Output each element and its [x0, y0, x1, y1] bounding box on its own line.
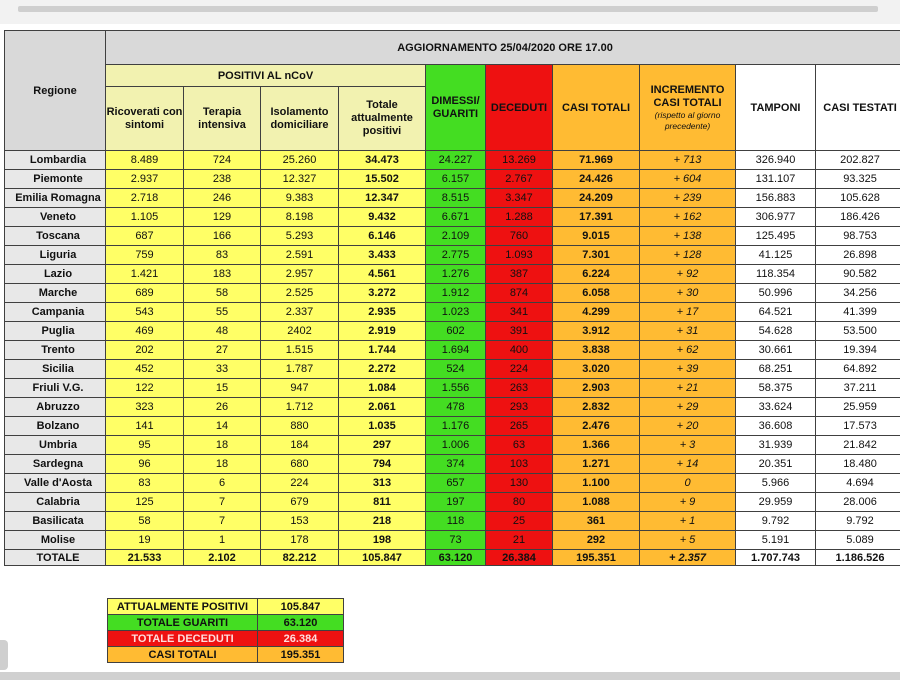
table-cell: 58: [184, 284, 261, 303]
summary-attualmente-positivi: [108, 599, 344, 615]
table-cell: 1.100: [553, 474, 640, 493]
region-name: Veneto: [5, 208, 106, 227]
table-cell: 1.288: [486, 208, 553, 227]
total-cell: 63.120: [426, 550, 486, 566]
summary-label: TOTALE DECEDUTI: [108, 631, 258, 647]
window-edge: [0, 640, 8, 670]
table-cell: + 29: [640, 398, 736, 417]
table-cell: 93.325: [816, 170, 900, 189]
table-cell: 760: [486, 227, 553, 246]
table-cell: 153: [261, 512, 339, 531]
table-cell: 8.198: [261, 208, 339, 227]
table-cell: 14: [184, 417, 261, 436]
table-cell: 129: [184, 208, 261, 227]
table-cell: + 92: [640, 265, 736, 284]
region-name: Friuli V.G.: [5, 379, 106, 398]
table-cell: 25.959: [816, 398, 900, 417]
table-cell: 54.628: [736, 322, 816, 341]
table-cell: 15: [184, 379, 261, 398]
table-cell: 19.394: [816, 341, 900, 360]
table-cell: 374: [426, 455, 486, 474]
table-cell: 1: [184, 531, 261, 550]
table-row: [5, 341, 900, 360]
table-cell: 9.015: [553, 227, 640, 246]
table-cell: + 138: [640, 227, 736, 246]
summary-totale-deceduti: [108, 631, 344, 647]
table-row: [5, 531, 900, 550]
table-cell: 6.157: [426, 170, 486, 189]
table-cell: 33.624: [736, 398, 816, 417]
table-cell: 452: [106, 360, 184, 379]
total-cell: 26.384: [486, 550, 553, 566]
table-cell: 2.937: [106, 170, 184, 189]
table-cell: 96: [106, 455, 184, 474]
total-row: [5, 550, 900, 566]
table-cell: 1.787: [261, 360, 339, 379]
table-cell: 183: [184, 265, 261, 284]
header-incremento-label: INCREMENTO CASI TOTALI: [650, 83, 725, 109]
table-cell: 543: [106, 303, 184, 322]
table-row: [5, 189, 900, 208]
table-cell: 3.433: [339, 246, 426, 265]
table-cell: + 713: [640, 151, 736, 170]
table-cell: 1.006: [426, 436, 486, 455]
table-cell: 36.608: [736, 417, 816, 436]
table-cell: + 30: [640, 284, 736, 303]
table-cell: 198: [339, 531, 426, 550]
table-row: [5, 170, 900, 189]
table-cell: 2.525: [261, 284, 339, 303]
table-cell: 130: [486, 474, 553, 493]
table-cell: + 162: [640, 208, 736, 227]
table-cell: 292: [553, 531, 640, 550]
table-row: [5, 379, 900, 398]
region-name: Molise: [5, 531, 106, 550]
header-dimessi: DIMESSI/ GUARITI: [426, 65, 486, 151]
table-cell: 83: [106, 474, 184, 493]
table-cell: 2.935: [339, 303, 426, 322]
total-cell: 1.186.526: [816, 550, 900, 566]
table-cell: 2.767: [486, 170, 553, 189]
header-update-date: AGGIORNAMENTO 25/04/2020 ORE 17.00: [106, 31, 900, 65]
table-cell: 1.084: [339, 379, 426, 398]
table-cell: 263: [486, 379, 553, 398]
table-cell: 28.006: [816, 493, 900, 512]
table-cell: 689: [106, 284, 184, 303]
table-cell: 5.966: [736, 474, 816, 493]
total-cell: 82.212: [261, 550, 339, 566]
table-cell: 341: [486, 303, 553, 322]
summary-value: 105.847: [258, 599, 344, 615]
table-cell: 24.426: [553, 170, 640, 189]
header-deceduti: DECEDUTI: [486, 65, 553, 151]
table-row: [5, 360, 900, 379]
summary-value: 26.384: [258, 631, 344, 647]
table-row: [5, 303, 900, 322]
table-cell: 166: [184, 227, 261, 246]
table-cell: 1.088: [553, 493, 640, 512]
window-frame-bottom: [0, 672, 900, 680]
table-cell: 33: [184, 360, 261, 379]
table-cell: 37.211: [816, 379, 900, 398]
table-cell: 178: [261, 531, 339, 550]
table-cell: + 3: [640, 436, 736, 455]
table-cell: 3.912: [553, 322, 640, 341]
table-cell: 21.842: [816, 436, 900, 455]
total-label: TOTALE: [5, 550, 106, 566]
table-cell: 2.775: [426, 246, 486, 265]
table-cell: 31.939: [736, 436, 816, 455]
table-cell: 297: [339, 436, 426, 455]
table-cell: 0: [640, 474, 736, 493]
table-row: [5, 417, 900, 436]
table-cell: 2.337: [261, 303, 339, 322]
table-cell: 20.351: [736, 455, 816, 474]
region-name: Liguria: [5, 246, 106, 265]
table-cell: 122: [106, 379, 184, 398]
table-cell: 18.480: [816, 455, 900, 474]
region-name: Trento: [5, 341, 106, 360]
table-cell: 2.919: [339, 322, 426, 341]
table-row: [5, 227, 900, 246]
table-cell: 1.912: [426, 284, 486, 303]
table-cell: 5.191: [736, 531, 816, 550]
table-cell: 524: [426, 360, 486, 379]
table-cell: 687: [106, 227, 184, 246]
header-isolamento: Isolamento domiciliare: [261, 87, 339, 151]
table-row: [5, 512, 900, 531]
table-cell: 265: [486, 417, 553, 436]
table-cell: 391: [486, 322, 553, 341]
table-cell: 25: [486, 512, 553, 531]
region-name: Emilia Romagna: [5, 189, 106, 208]
table-cell: 2.061: [339, 398, 426, 417]
table-cell: 80: [486, 493, 553, 512]
table-cell: 874: [486, 284, 553, 303]
region-name: Marche: [5, 284, 106, 303]
table-cell: 9.792: [736, 512, 816, 531]
table-cell: 202.827: [816, 151, 900, 170]
table-cell: 1.093: [486, 246, 553, 265]
table-cell: 141: [106, 417, 184, 436]
table-cell: 156.883: [736, 189, 816, 208]
table-cell: 105.628: [816, 189, 900, 208]
table-cell: 19: [106, 531, 184, 550]
table-row: [5, 493, 900, 512]
table-cell: 58: [106, 512, 184, 531]
table-cell: 224: [261, 474, 339, 493]
total-cell: 195.351: [553, 550, 640, 566]
total-cell: 21.533: [106, 550, 184, 566]
table-body: [5, 151, 900, 566]
regional-data-table: [4, 30, 900, 566]
region-name: Calabria: [5, 493, 106, 512]
table-cell: 947: [261, 379, 339, 398]
table-row: [5, 322, 900, 341]
table-cell: 25.260: [261, 151, 339, 170]
table-cell: + 1: [640, 512, 736, 531]
table-cell: 1.176: [426, 417, 486, 436]
table-row: [5, 455, 900, 474]
header-casi-testati: CASI TESTATI: [816, 65, 900, 151]
table-cell: 24.209: [553, 189, 640, 208]
covid-report-sheet: [0, 24, 900, 680]
table-cell: + 17: [640, 303, 736, 322]
table-cell: 1.023: [426, 303, 486, 322]
region-name: Piemonte: [5, 170, 106, 189]
table-cell: 26: [184, 398, 261, 417]
region-name: Abruzzo: [5, 398, 106, 417]
table-cell: 202: [106, 341, 184, 360]
table-cell: 9.432: [339, 208, 426, 227]
table-cell: 27: [184, 341, 261, 360]
table-cell: + 39: [640, 360, 736, 379]
table-cell: 400: [486, 341, 553, 360]
table-cell: 26.898: [816, 246, 900, 265]
table-cell: 2.109: [426, 227, 486, 246]
total-cell: + 2.357: [640, 550, 736, 566]
table-cell: 1.276: [426, 265, 486, 284]
table-row: [5, 265, 900, 284]
table-row: [5, 246, 900, 265]
table-cell: 41.399: [816, 303, 900, 322]
table-cell: 4.561: [339, 265, 426, 284]
table-cell: 880: [261, 417, 339, 436]
table-cell: 2.272: [339, 360, 426, 379]
summary-casi-totali: [108, 647, 344, 663]
region-name: Sardegna: [5, 455, 106, 474]
summary-label: ATTUALMENTE POSITIVI: [108, 599, 258, 615]
header-casi-totali: CASI TOTALI: [553, 65, 640, 151]
table-cell: 24.227: [426, 151, 486, 170]
table-cell: 1.421: [106, 265, 184, 284]
window-frame-top: [18, 6, 878, 12]
region-name: Umbria: [5, 436, 106, 455]
table-cell: 48: [184, 322, 261, 341]
table-cell: + 14: [640, 455, 736, 474]
table-cell: 1.271: [553, 455, 640, 474]
table-cell: 98.753: [816, 227, 900, 246]
table-cell: 306.977: [736, 208, 816, 227]
table-cell: 759: [106, 246, 184, 265]
table-cell: 387: [486, 265, 553, 284]
table-cell: 323: [106, 398, 184, 417]
table-cell: 63: [486, 436, 553, 455]
region-name: Toscana: [5, 227, 106, 246]
table-cell: 90.582: [816, 265, 900, 284]
table-cell: + 31: [640, 322, 736, 341]
table-cell: 2402: [261, 322, 339, 341]
table-cell: 469: [106, 322, 184, 341]
table-cell: 1.694: [426, 341, 486, 360]
table-cell: 17.391: [553, 208, 640, 227]
table-cell: 197: [426, 493, 486, 512]
table-cell: + 239: [640, 189, 736, 208]
region-name: Basilicata: [5, 512, 106, 531]
table-cell: 8.515: [426, 189, 486, 208]
summary-label: TOTALE GUARITI: [108, 615, 258, 631]
table-cell: 657: [426, 474, 486, 493]
table-cell: 3.838: [553, 341, 640, 360]
table-cell: 361: [553, 512, 640, 531]
table-cell: + 5: [640, 531, 736, 550]
table-cell: 50.996: [736, 284, 816, 303]
table-cell: 131.107: [736, 170, 816, 189]
header-totale-positivi: Totale attualmente positivi: [339, 87, 426, 151]
table-cell: 5.089: [816, 531, 900, 550]
table-cell: 17.573: [816, 417, 900, 436]
table-cell: 34.256: [816, 284, 900, 303]
table-cell: 184: [261, 436, 339, 455]
table-cell: 4.299: [553, 303, 640, 322]
table-cell: 55: [184, 303, 261, 322]
table-cell: 6.671: [426, 208, 486, 227]
region-name: Lazio: [5, 265, 106, 284]
table-cell: 5.293: [261, 227, 339, 246]
table-cell: 3.347: [486, 189, 553, 208]
table-cell: 6: [184, 474, 261, 493]
region-name: Puglia: [5, 322, 106, 341]
table-row: [5, 474, 900, 493]
table-cell: 1.515: [261, 341, 339, 360]
table-cell: 2.591: [261, 246, 339, 265]
table-cell: 18: [184, 455, 261, 474]
header-ricoverati: Ricoverati con sintomi: [106, 87, 184, 151]
table-cell: 1.105: [106, 208, 184, 227]
table-cell: 246: [184, 189, 261, 208]
region-name: Valle d'Aosta: [5, 474, 106, 493]
table-cell: 8.489: [106, 151, 184, 170]
region-name: Bolzano: [5, 417, 106, 436]
header-incremento-note: (rispetto al giorno precedente): [654, 109, 721, 131]
table-cell: + 20: [640, 417, 736, 436]
table-cell: 2.903: [553, 379, 640, 398]
table-cell: 41.125: [736, 246, 816, 265]
table-cell: 53.500: [816, 322, 900, 341]
table-cell: 2.718: [106, 189, 184, 208]
table-cell: 125: [106, 493, 184, 512]
table-cell: 103: [486, 455, 553, 474]
table-cell: 794: [339, 455, 426, 474]
table-cell: 1.035: [339, 417, 426, 436]
table-cell: 679: [261, 493, 339, 512]
summary-label: CASI TOTALI: [108, 647, 258, 663]
table-cell: + 9: [640, 493, 736, 512]
table-cell: 9.792: [816, 512, 900, 531]
table-cell: 7: [184, 512, 261, 531]
table-cell: 602: [426, 322, 486, 341]
table-cell: 1.744: [339, 341, 426, 360]
table-cell: 9.383: [261, 189, 339, 208]
table-cell: + 128: [640, 246, 736, 265]
header-incremento: [640, 65, 736, 151]
summary-value: 63.120: [258, 615, 344, 631]
table-cell: 326.940: [736, 151, 816, 170]
table-cell: 21: [486, 531, 553, 550]
table-cell: 68.251: [736, 360, 816, 379]
table-cell: 313: [339, 474, 426, 493]
total-cell: 2.102: [184, 550, 261, 566]
table-cell: 58.375: [736, 379, 816, 398]
table-cell: 118.354: [736, 265, 816, 284]
table-cell: 64.892: [816, 360, 900, 379]
header-regione: Regione: [5, 31, 106, 151]
table-cell: 724: [184, 151, 261, 170]
table-cell: 811: [339, 493, 426, 512]
table-cell: 71.969: [553, 151, 640, 170]
table-cell: 95: [106, 436, 184, 455]
table-cell: 7: [184, 493, 261, 512]
table-cell: 64.521: [736, 303, 816, 322]
table-cell: 680: [261, 455, 339, 474]
table-cell: 2.957: [261, 265, 339, 284]
table-cell: 4.694: [816, 474, 900, 493]
table-cell: 3.272: [339, 284, 426, 303]
header-terapia: Terapia intensiva: [184, 87, 261, 151]
region-name: Sicilia: [5, 360, 106, 379]
table-cell: + 21: [640, 379, 736, 398]
table-cell: 3.020: [553, 360, 640, 379]
table-cell: 224: [486, 360, 553, 379]
table-row: [5, 436, 900, 455]
summary-table: [107, 598, 344, 663]
header-positivi-group: POSITIVI AL nCoV: [106, 65, 426, 87]
table-cell: 6.058: [553, 284, 640, 303]
table-cell: 2.832: [553, 398, 640, 417]
table-cell: 30.661: [736, 341, 816, 360]
table-cell: 1.712: [261, 398, 339, 417]
total-cell: 105.847: [339, 550, 426, 566]
table-cell: 13.269: [486, 151, 553, 170]
table-cell: 186.426: [816, 208, 900, 227]
table-cell: 1.556: [426, 379, 486, 398]
summary-totale-guariti: [108, 615, 344, 631]
table-cell: 238: [184, 170, 261, 189]
table-cell: 293: [486, 398, 553, 417]
table-cell: 34.473: [339, 151, 426, 170]
table-row: [5, 284, 900, 303]
table-cell: 125.495: [736, 227, 816, 246]
table-row: [5, 208, 900, 227]
summary-value: 195.351: [258, 647, 344, 663]
table-cell: + 604: [640, 170, 736, 189]
table-row: [5, 398, 900, 417]
table-cell: 6.146: [339, 227, 426, 246]
region-name: Lombardia: [5, 151, 106, 170]
table-cell: 218: [339, 512, 426, 531]
total-cell: 1.707.743: [736, 550, 816, 566]
table-cell: 83: [184, 246, 261, 265]
table-cell: 118: [426, 512, 486, 531]
table-cell: 15.502: [339, 170, 426, 189]
table-cell: 1.366: [553, 436, 640, 455]
table-cell: 29.959: [736, 493, 816, 512]
table-cell: 7.301: [553, 246, 640, 265]
table-cell: 18: [184, 436, 261, 455]
table-cell: 12.327: [261, 170, 339, 189]
table-row: [5, 151, 900, 170]
table-cell: 6.224: [553, 265, 640, 284]
region-name: Campania: [5, 303, 106, 322]
table-cell: 2.476: [553, 417, 640, 436]
header-tamponi: TAMPONI: [736, 65, 816, 151]
table-cell: 12.347: [339, 189, 426, 208]
table-cell: 478: [426, 398, 486, 417]
table-cell: 73: [426, 531, 486, 550]
table-cell: + 62: [640, 341, 736, 360]
